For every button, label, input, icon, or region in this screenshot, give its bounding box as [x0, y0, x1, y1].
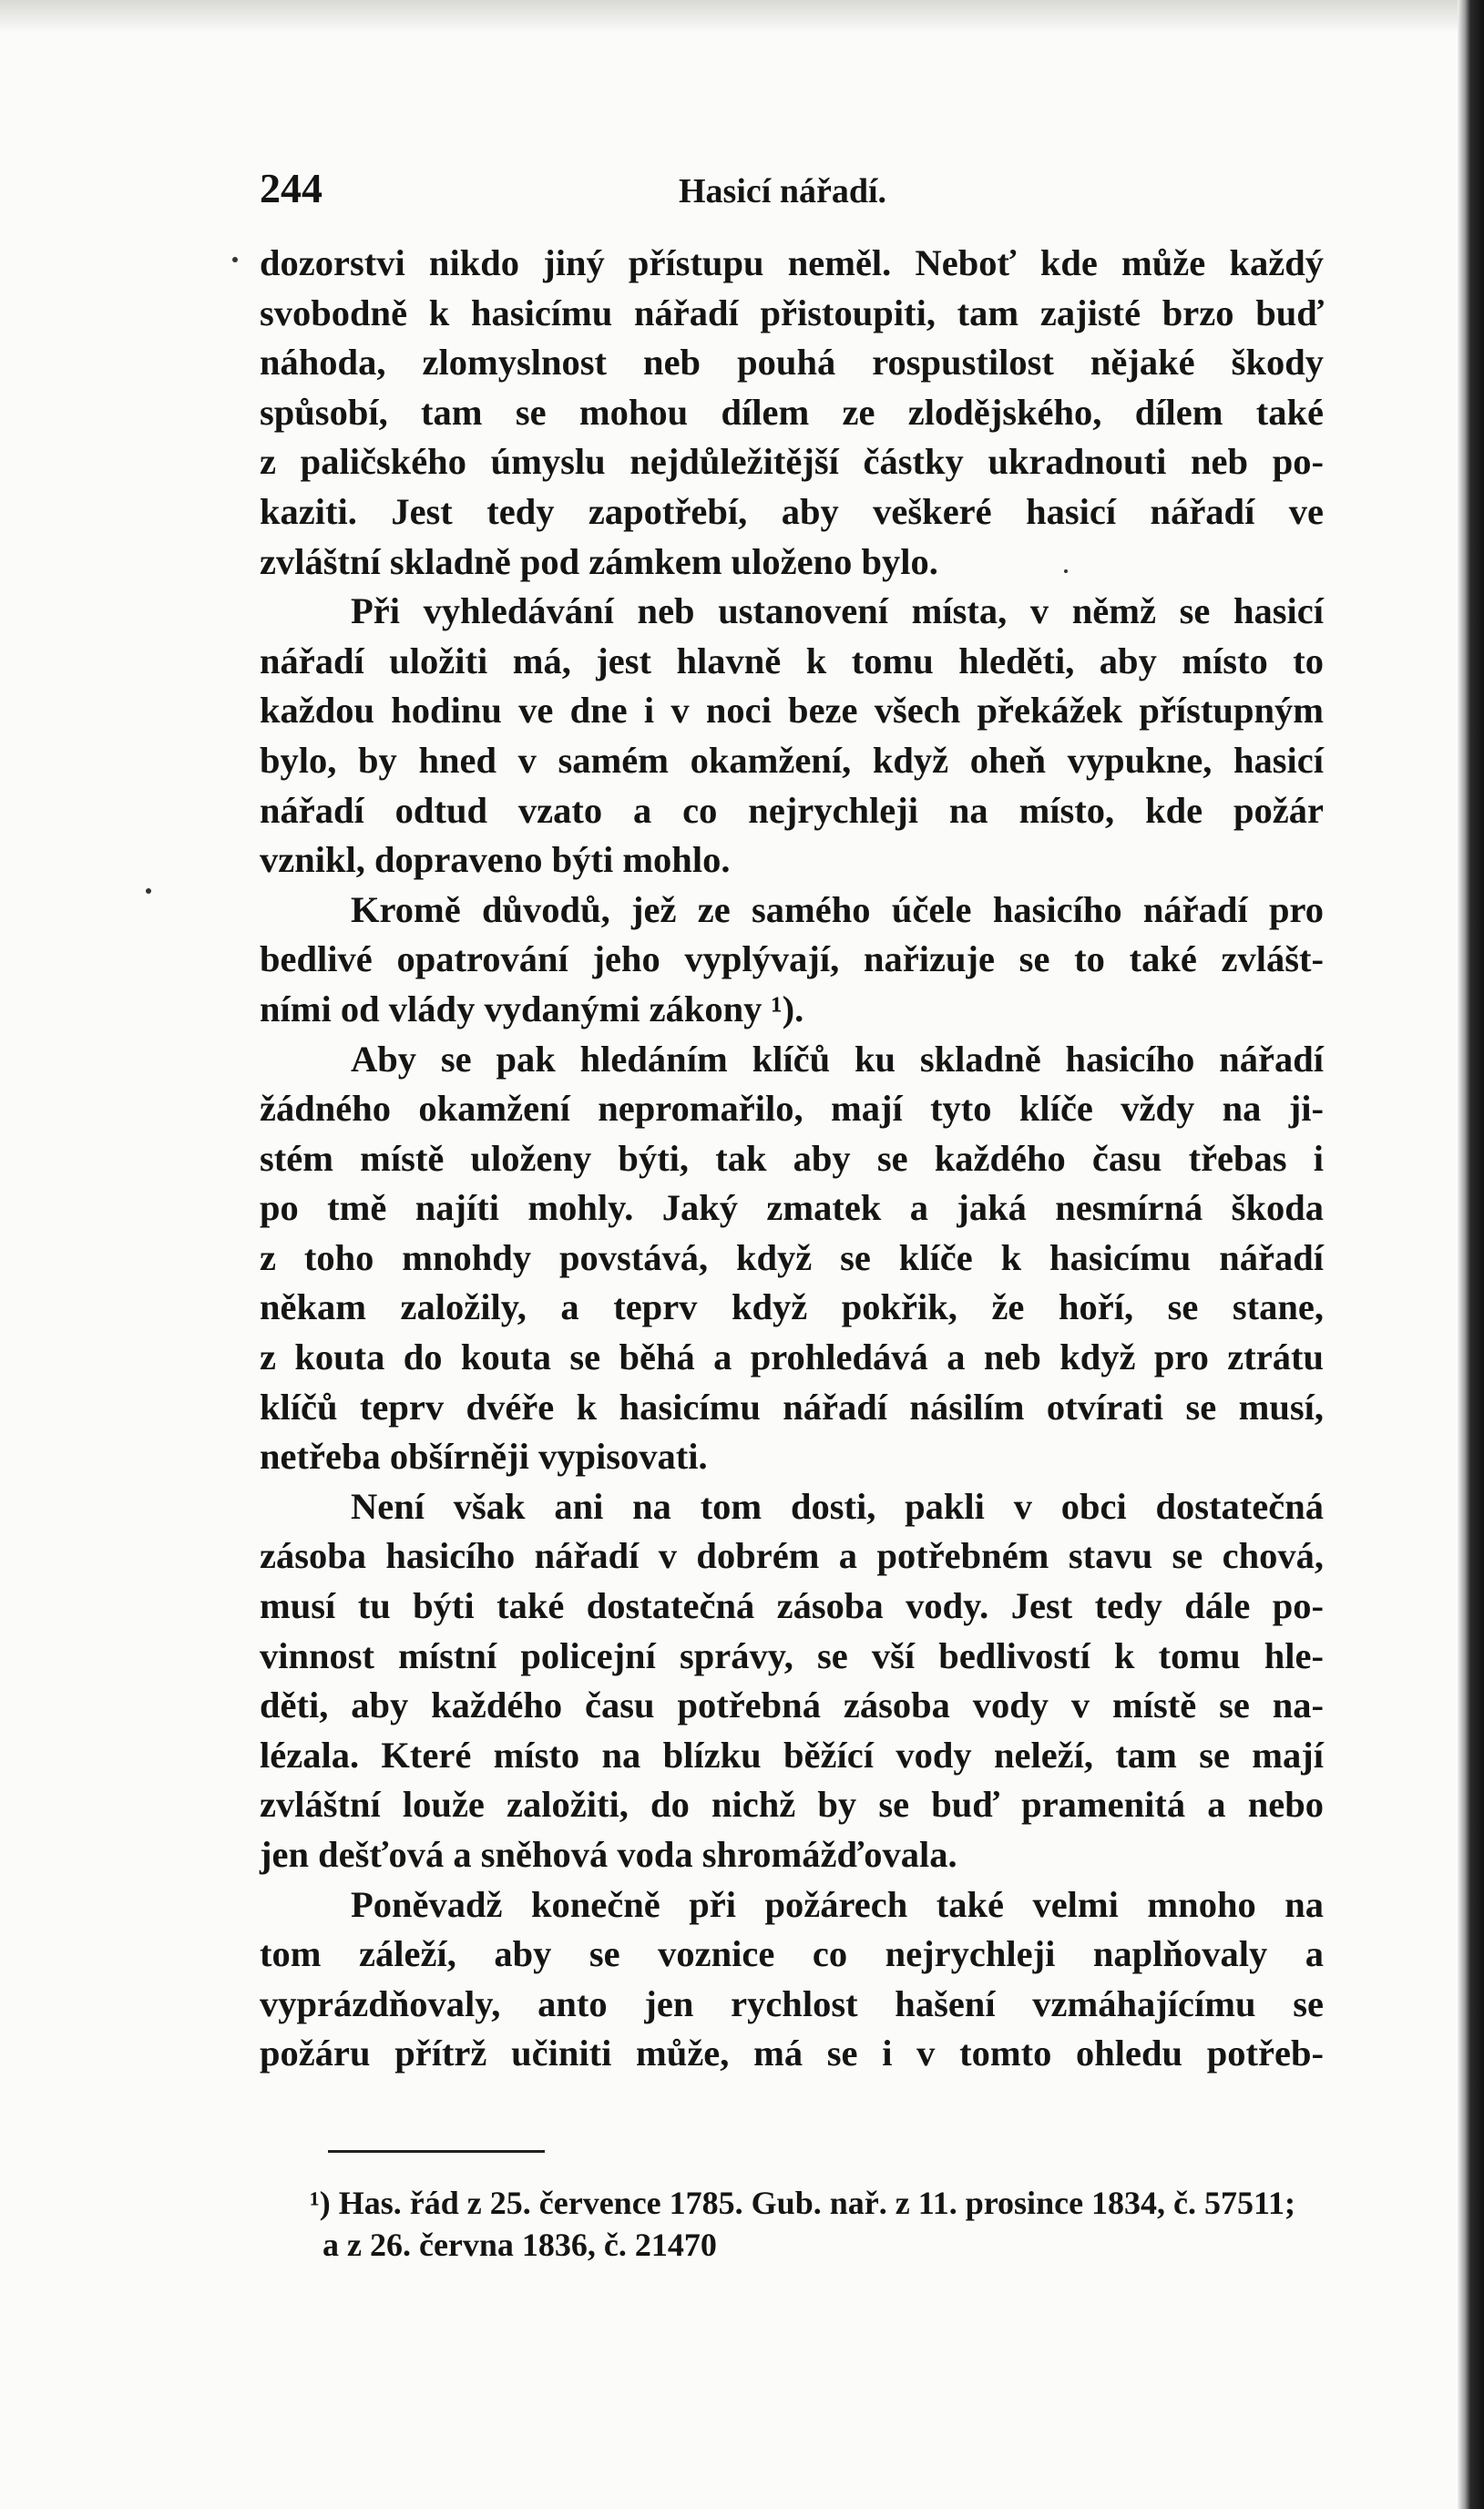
- page-number: 244: [260, 165, 322, 211]
- text-line: děti, aby každého času potřebná zásoba vody v místě se na-: [260, 1685, 1324, 1726]
- footnote-line: a z 26. června 1836, č. 21470: [322, 2227, 717, 2263]
- footnote-rule: [328, 2150, 545, 2153]
- text-line: nářadí uložiti má, jest hlavně k tomu hleděti, aby místo to: [260, 640, 1324, 681]
- text-line: Poněvadž konečně při požárech také velmi mnoho na: [351, 1883, 1324, 1925]
- text-line: ními od vlády vydanými zákony ¹).: [260, 988, 804, 1029]
- text-line: Kromě důvodů, jež ze samého účele hasicího nářadí pro: [351, 888, 1324, 930]
- text-line: netřeba obšírněji vypisovati.: [260, 1436, 708, 1478]
- running-title: Hasicí nářadí.: [679, 172, 887, 210]
- print-speck: [146, 888, 151, 894]
- text-line: někam založily, a teprv když pokřik, že hoří, se stane,: [260, 1286, 1324, 1328]
- text-line: zásoba hasicího nářadí v dobrém a potřebném stavu se chová,: [260, 1535, 1324, 1577]
- text-line: vyprázdňovaly, anto jen rychlost hašení vzmáhajícímu se: [260, 1982, 1324, 2024]
- text-line: kaziti. Jest tedy zapotřebí, aby veškeré hasicí nářadí ve: [260, 490, 1324, 532]
- text-line: požáru přítrž učiniti může, má se i v tomto ohledu potřeb-: [260, 2033, 1324, 2074]
- text-line: bylo, by hned v samém okamžení, když oheň vypukne, hasicí: [260, 739, 1324, 781]
- text-line: zvláštní louže založiti, do nichž by se buď pramenitá a nebo: [260, 1784, 1324, 1826]
- footnotes: [310, 2182, 1330, 2266]
- text-line: vznikl, dopraveno býti mohlo.: [260, 839, 731, 881]
- text-line: z toho mnohdy povstává, když se klíče k hasicímu nářadí: [260, 1236, 1324, 1278]
- text-line: z kouta do kouta se běhá a prohledává a neb když pro ztrátu: [260, 1336, 1324, 1378]
- body-text: [260, 239, 1324, 2079]
- print-speck: [232, 257, 238, 262]
- text-line: Aby se pak hledáním klíčů ku skladně hasicího nářadí: [351, 1038, 1324, 1080]
- text-line: jen dešťová a sněhová voda shromážďovala.: [260, 1834, 957, 1875]
- page-header: [260, 164, 1325, 228]
- text-line: náhoda, zlomyslnost neb pouhá rospustilost nějaké škody: [260, 342, 1324, 384]
- text-line: dozorstvi nikdo jiný přístupu neměl. Neboť kde může každý: [260, 242, 1324, 283]
- text-line: zvláštní skladně pod zámkem uloženo bylo.: [260, 540, 938, 582]
- page-top-shadow: [0, 0, 1458, 33]
- footnote-line: ¹) Has. řád z 25. července 1785. Gub. nař. z 11. prosince 1834, č. 57511;: [310, 2185, 1296, 2221]
- text-line: nářadí odtud vzato a co nejrychleji na místo, kde požár: [260, 789, 1324, 831]
- text-line: spůsobí, tam se mohou dílem ze zlodějského, dílem také: [260, 391, 1324, 433]
- text-line: lézala. Které místo na blízku běžící vody neleží, tam se mají: [260, 1734, 1324, 1776]
- text-line: klíčů teprv dvéře k hasicímu nářadí násilím otvírati se musí,: [260, 1386, 1324, 1428]
- text-line: žádného okamžení nepromařilo, mají tyto klíče vždy na ji-: [260, 1088, 1324, 1130]
- print-speck: [1064, 569, 1068, 573]
- text-line: stém místě uloženy býti, tak aby se každého času třebas i: [260, 1137, 1324, 1179]
- text-line: každou hodinu ve dne i v noci beze všech překážek přístupným: [260, 690, 1324, 732]
- text-line: tom záleží, aby se voznice co nejrychleji naplňovaly a: [260, 1933, 1324, 1975]
- text-line: Není však ani na tom dosti, pakli v obci dostatečná: [351, 1485, 1324, 1527]
- page-edge-shadow: [1458, 0, 1484, 2509]
- text-line: z paličského úmyslu nejdůležitější částky ukradnouti neb po-: [260, 441, 1324, 483]
- text-line: po tmě najíti mohly. Jaký zmatek a jaká nesmírná škoda: [260, 1187, 1324, 1229]
- text-line: vinnost místní policejní správy, se vší bedlivostí k tomu hle-: [260, 1634, 1324, 1676]
- text-line: Při vyhledávání neb ustanovení místa, v němž se hasicí: [351, 590, 1324, 632]
- text-line: bedlivé opatrování jeho vyplývají, nařizuje se to také zvlášt-: [260, 938, 1324, 980]
- text-line: musí tu býti také dostatečná zásoba vody. Jest tedy dále po-: [260, 1585, 1324, 1627]
- text-line: svobodně k hasicímu nářadí přistoupiti, tam zajisté brzo buď: [260, 292, 1324, 333]
